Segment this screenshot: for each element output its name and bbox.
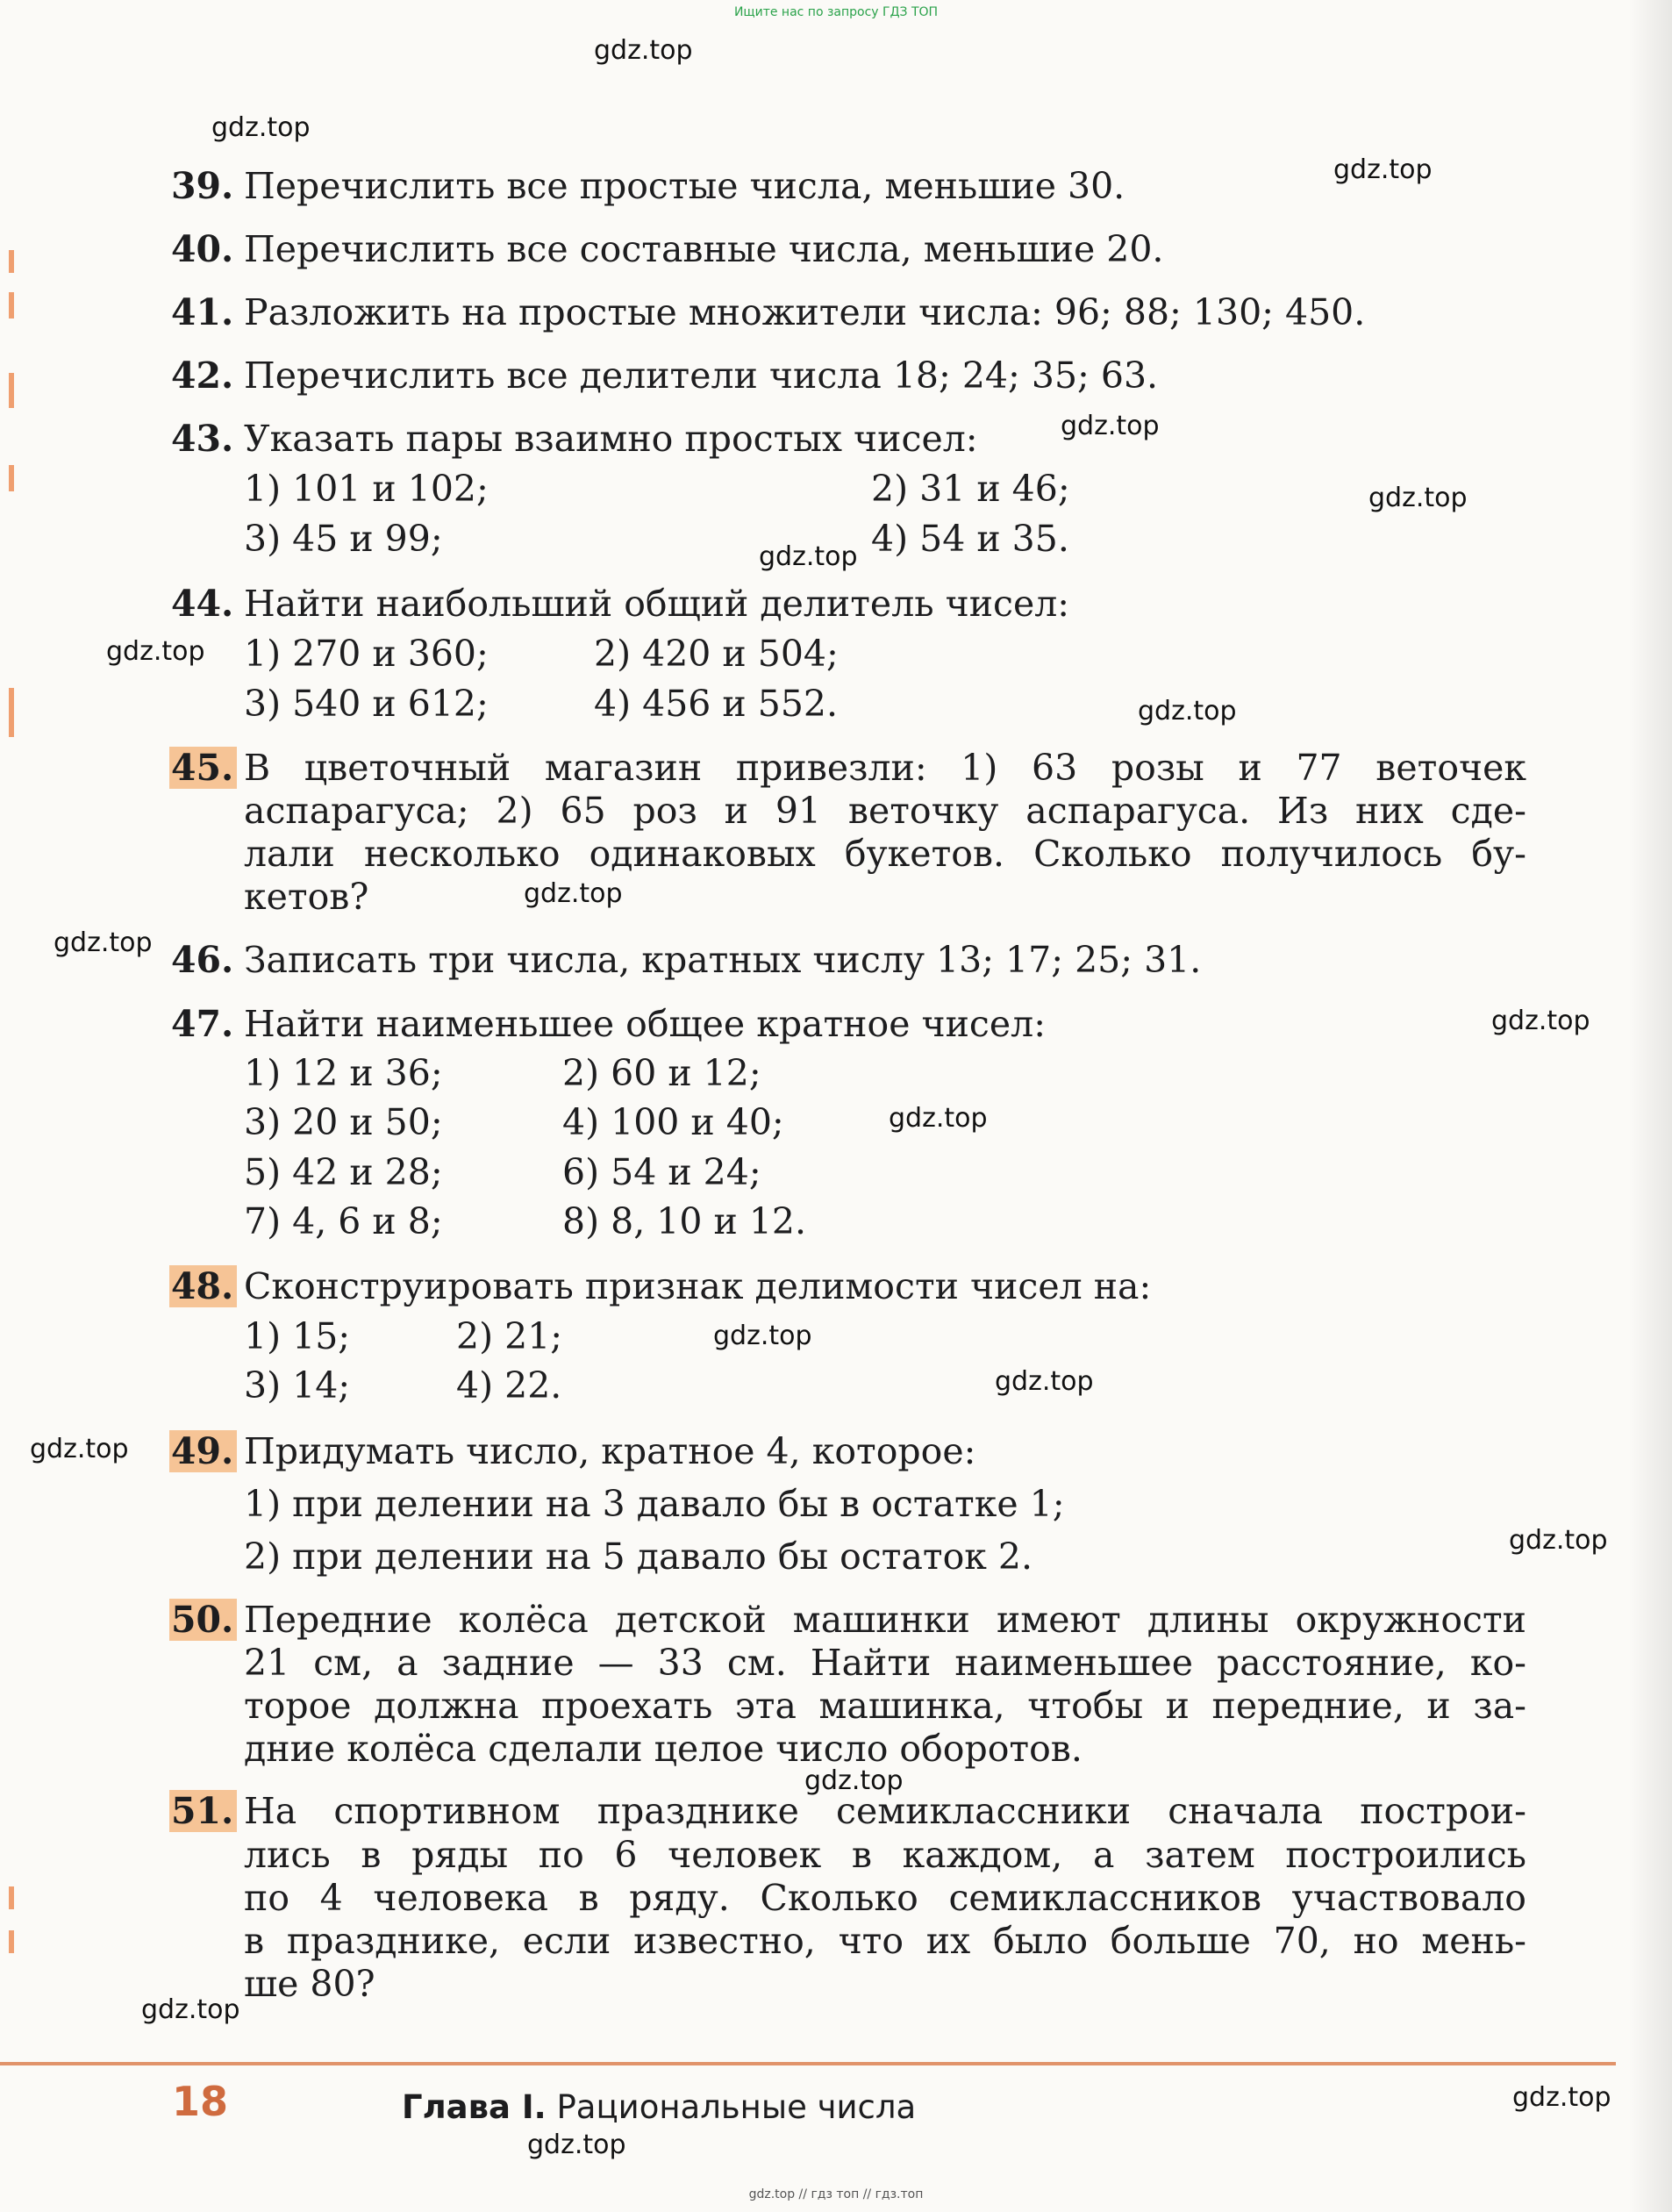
bleed-mark xyxy=(9,1886,14,1909)
exercise-number: 39. xyxy=(171,165,234,207)
answer-item: 1) 12 и 36; xyxy=(244,1052,443,1094)
watermark: gdz.top xyxy=(889,1103,988,1134)
exercise-number: 43. xyxy=(171,418,234,460)
exercise-text: Указать пары взаимно простых чисел: xyxy=(244,418,978,460)
exercise-number: 46. xyxy=(171,939,234,981)
watermark: gdz.top xyxy=(1368,483,1468,513)
answer-item: 8) 8, 10 и 12. xyxy=(562,1200,807,1242)
exercise-number: 45. xyxy=(169,747,237,789)
exercise-text-line: кетов? xyxy=(244,876,369,918)
chapter-label: Глава I. xyxy=(402,2088,547,2126)
bleed-mark xyxy=(9,292,14,319)
answer-item: 2) 420 и 504; xyxy=(594,633,839,675)
exercise-number: 47. xyxy=(171,1003,234,1045)
bottom-note: gdz.top // гдз топ // гдз.топ xyxy=(748,2187,924,2201)
answer-item: 2) при делении на 5 давало бы остаток 2. xyxy=(244,1536,1033,1578)
watermark: gdz.top xyxy=(759,541,858,572)
exercise-text-line: ше 80? xyxy=(244,1963,375,2005)
exercise-text-line: На спортивном празднике семиклассники сначала построи- xyxy=(244,1790,1526,1832)
answer-item: 2) 21; xyxy=(456,1315,563,1357)
answer-item: 3) 540 и 612; xyxy=(244,683,489,725)
watermark: gdz.top xyxy=(594,35,693,66)
bleed-mark xyxy=(9,1930,14,1953)
watermark: gdz.top xyxy=(1512,2082,1611,2113)
answer-item: 5) 42 и 28; xyxy=(244,1151,443,1193)
exercise-text: Разложить на простые множители числа: 96; 88; 130; 450. xyxy=(244,291,1366,333)
exercise-text: Записать три числа, кратных числу 13; 17; 25; 31. xyxy=(244,939,1202,981)
exercise-number: 51. xyxy=(169,1790,237,1832)
answer-item: 4) 100 и 40; xyxy=(562,1101,784,1143)
exercise-text-line: торое должна проехать эта машинка, чтобы и передние, и за- xyxy=(244,1685,1526,1727)
answer-item: 4) 456 и 552. xyxy=(594,683,839,725)
exercise-text-line: 21 см, а задние — 33 см. Найти наименьшее расстояние, ко- xyxy=(244,1642,1526,1684)
watermark: gdz.top xyxy=(713,1321,812,1351)
exercise-text: Сконструировать признак делимости чисел на: xyxy=(244,1265,1152,1307)
answer-item: 1) при делении на 3 давало бы в остатке 1; xyxy=(244,1483,1065,1525)
chapter-title xyxy=(402,2088,916,2126)
exercise-number: 48. xyxy=(169,1265,237,1307)
watermark: gdz.top xyxy=(1061,411,1160,441)
exercise-number: 40. xyxy=(171,228,234,270)
watermark: gdz.top xyxy=(211,112,311,143)
watermark: gdz.top xyxy=(524,878,623,909)
watermark: gdz.top xyxy=(106,636,205,667)
exercise-number: 42. xyxy=(171,354,234,397)
watermark: gdz.top xyxy=(141,1994,240,2025)
bleed-mark xyxy=(9,688,14,737)
answer-item: 3) 14; xyxy=(244,1364,351,1407)
watermark: gdz.top xyxy=(1491,1006,1590,1036)
watermark: gdz.top xyxy=(804,1765,904,1796)
page-edge-shadow xyxy=(1628,0,1672,2212)
watermark: gdz.top xyxy=(1509,1525,1608,1556)
exercise-text-line: лись в ряды по 6 человек в каждом, а затем построились xyxy=(244,1834,1526,1876)
top-note: Ищите нас по запросу ГДЗ ТОП xyxy=(733,5,939,19)
exercise-text-line: лали несколько одинаковых букетов. Сколько получилось бу- xyxy=(244,833,1526,875)
page-number: 18 xyxy=(172,2078,229,2125)
bleed-mark xyxy=(9,250,14,273)
exercise-text: Перечислить все составные числа, меньшие 20. xyxy=(244,228,1164,270)
watermark: gdz.top xyxy=(1333,154,1433,185)
exercise-text: Найти наибольший общий делитель чисел: xyxy=(244,583,1070,625)
exercise-text-line: Передние колёса детской машинки имеют длины окружности xyxy=(244,1599,1526,1641)
exercise-text-line: В цветочный магазин привезли: 1) 63 розы и 77 веточек xyxy=(244,747,1526,789)
answer-item: 4) 22. xyxy=(456,1364,562,1407)
exercise-number: 44. xyxy=(171,583,234,625)
answer-item: 2) 60 и 12; xyxy=(562,1052,761,1094)
exercise-number: 41. xyxy=(171,291,234,333)
exercise-text: Найти наименьшее общее кратное чисел: xyxy=(244,1003,1047,1045)
watermark: gdz.top xyxy=(1138,696,1237,727)
footer-rule xyxy=(0,2062,1616,2065)
answer-item: 1) 15; xyxy=(244,1315,351,1357)
answer-item: 1) 270 и 360; xyxy=(244,633,489,675)
bleed-mark xyxy=(9,465,14,491)
watermark: gdz.top xyxy=(995,1366,1094,1397)
watermark: gdz.top xyxy=(54,927,153,958)
exercise-text: Перечислить все простые числа, меньшие 30. xyxy=(244,165,1125,207)
watermark: gdz.top xyxy=(527,2130,626,2160)
bleed-mark xyxy=(9,373,14,408)
answer-item: 3) 45 и 99; xyxy=(244,518,443,560)
answer-item: 1) 101 и 102; xyxy=(244,468,489,510)
exercise-number: 50. xyxy=(169,1599,237,1641)
answer-item: 4) 54 и 35. xyxy=(871,518,1069,560)
answer-item: 7) 4, 6 и 8; xyxy=(244,1200,443,1242)
exercise-text-line: в празднике, если известно, что их было больше 70, но мень- xyxy=(244,1920,1526,1962)
exercise-text: Придумать число, кратное 4, которое: xyxy=(244,1430,976,1472)
chapter-name: Рациональные числа xyxy=(556,2088,917,2126)
watermark: gdz.top xyxy=(30,1434,129,1464)
exercise-text-line: аспарагуса; 2) 65 роз и 91 веточку аспарагуса. Из них сде- xyxy=(244,790,1526,832)
answer-item: 2) 31 и 46; xyxy=(871,468,1070,510)
exercise-text-line: дние колёса сделали целое число оборотов. xyxy=(244,1728,1083,1770)
answer-item: 3) 20 и 50; xyxy=(244,1101,443,1143)
exercise-number: 49. xyxy=(169,1430,237,1472)
answer-item: 6) 54 и 24; xyxy=(562,1151,761,1193)
exercise-text-line: по 4 человека в ряду. Сколько семиклассников участвовало xyxy=(244,1877,1526,1919)
exercise-text: Перечислить все делители числа 18; 24; 35; 63. xyxy=(244,354,1159,397)
